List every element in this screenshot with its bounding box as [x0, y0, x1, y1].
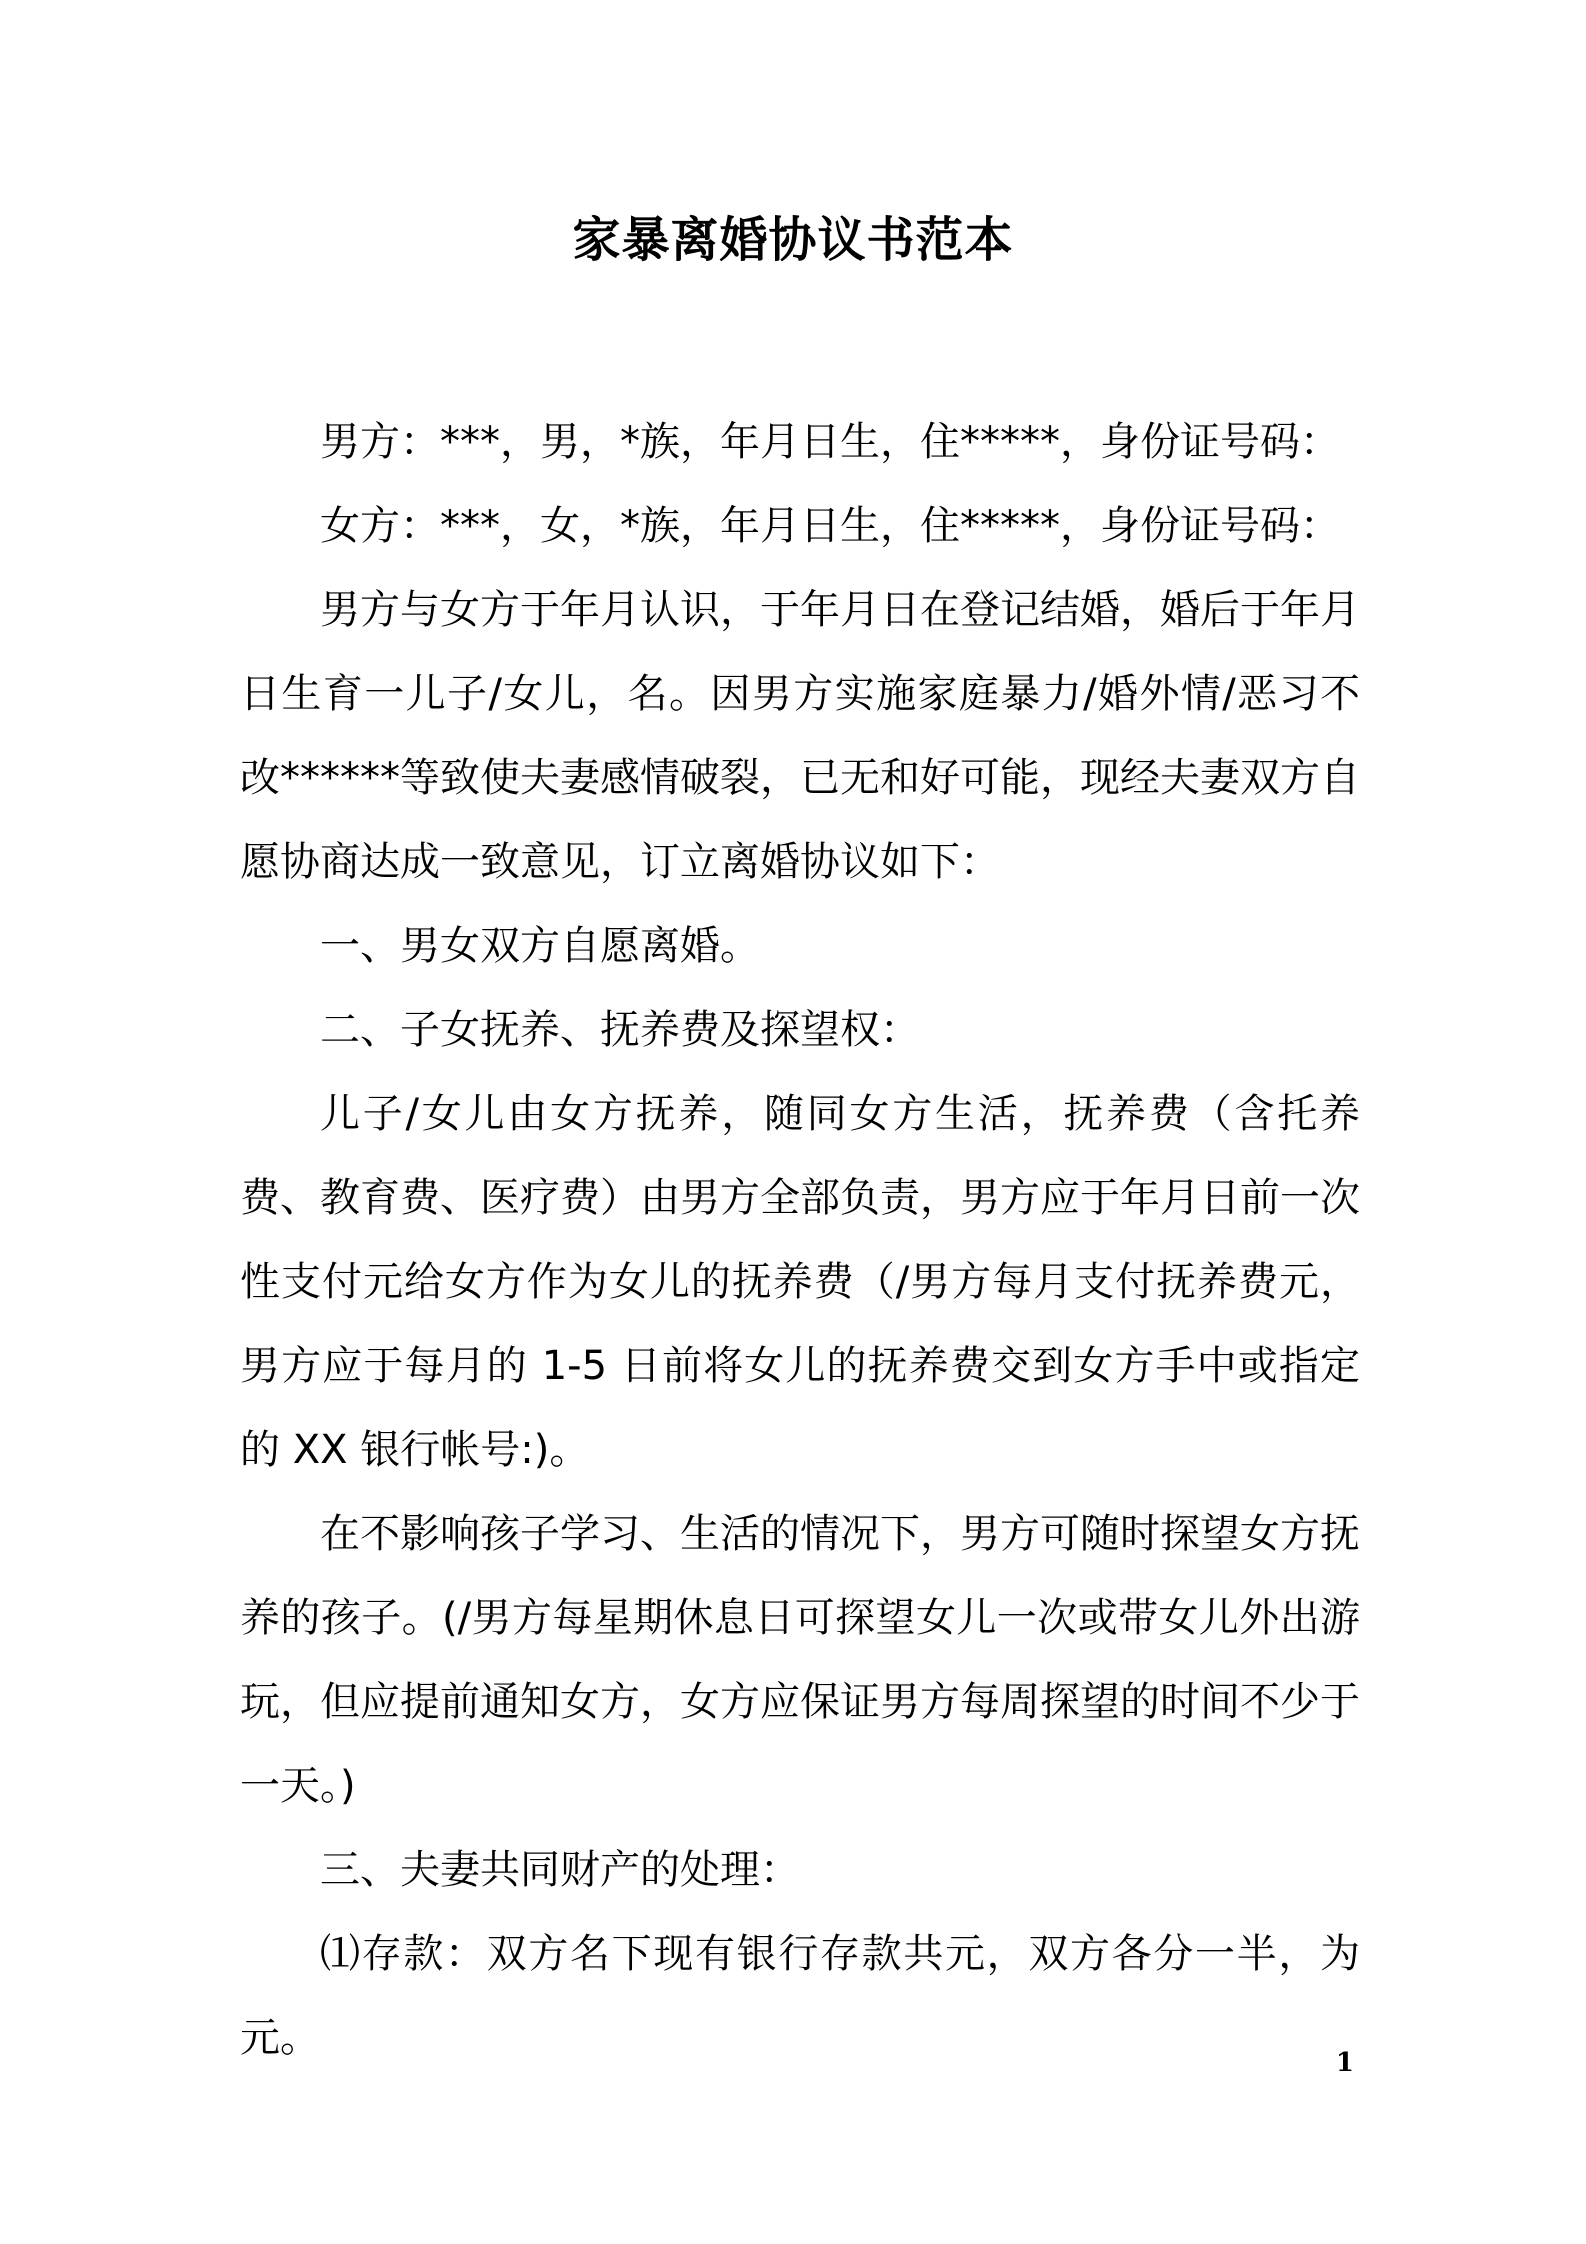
paragraph-visitation: 在不影响孩子学习、生活的情况下，男方可随时探望女方抚养的孩子。(/男方每星期休息日可探望女儿一次或带女儿外出游玩，但应提前通知女方，女方应保证男方每周探望的时间不少于一天。) — [240, 1511, 1360, 1809]
document-title: 家暴离婚协议书范本 — [572, 212, 1014, 268]
paragraph-child-support: 儿子/女儿由女方抚养，随同女方生活，抚养费（含托养费、教育费、医疗费）由男方全部负责，男方应于年月日前一次性支付元给女方作为女儿的抚养费（/男方每月支付抚养费元，男方应于每月的 1-5 日前将女儿的抚养费交到女方手中或指定的 XX 银行帐号:)。 — [240, 1091, 1360, 1473]
paragraph-husband-info: 男方：***，男，*族，年月日生，住*****，身份证号码： — [320, 419, 1340, 465]
paragraph-savings: ⑴存款：双方名下现有银行存款共元，双方各分一半，为元。 — [240, 1931, 1360, 2061]
document-body — [240, 400, 1360, 2080]
paragraph-clause-1: 一、男女双方自愿离婚。 — [320, 923, 760, 969]
page-number: 1 — [1335, 2048, 1354, 2078]
paragraph-wife-info: 女方：***，女，*族，年月日生，住*****，身份证号码： — [320, 503, 1340, 549]
paragraph-clause-3-heading: 三、夫妻共同财产的处理： — [320, 1847, 800, 1893]
paragraph-clause-2-heading: 二、子女抚养、抚养费及探望权： — [320, 1007, 920, 1053]
paragraph-background: 男方与女方于年月认识，于年月日在登记结婚，婚后于年月日生育一儿子/女儿，名。因男方实施家庭暴力/婚外情/恶习不改******等致使夫妻感情破裂，已无和好可能，现经夫妻双方自愿协商达成一致意见，订立离婚协议如下： — [240, 587, 1360, 885]
